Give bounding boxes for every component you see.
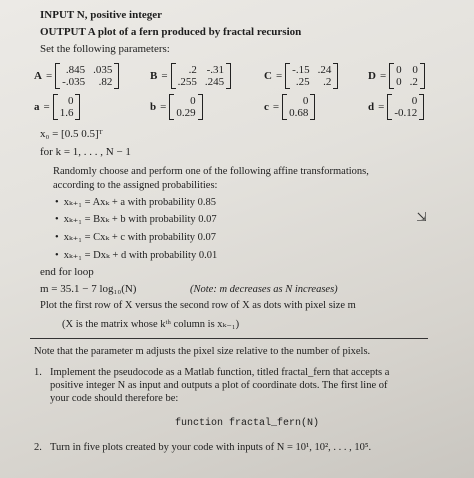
vector-cell: -0.12 [394, 107, 418, 119]
divider [30, 338, 428, 339]
matrix-cell: 0 [396, 64, 402, 76]
transform-item: • xₖ₊₁ = Axₖ + a with probability 0.85 [55, 196, 216, 208]
matrix-cell: .2 [188, 64, 197, 76]
matrix-cell: 0 [412, 64, 418, 76]
vector-cell: 0.29 [176, 107, 196, 119]
x0-line: x₀ = [0.5 0.5]ᵀ [40, 128, 103, 140]
task1-line2: positive integer N as input and outputs a plot of coordinate dots. The first line of [50, 380, 388, 391]
vector-d-name: d [368, 101, 375, 113]
matrix-cell: .25 [295, 76, 310, 88]
vector-b: b = 0 0.29 [150, 94, 203, 120]
vector-c-name: c [264, 101, 269, 113]
matrix-B: B = .2 -.31 .255 .245 [150, 63, 231, 89]
for-loop-line: for k = 1, . . . , N − 1 [40, 146, 131, 158]
vector-a-name: a [34, 101, 40, 113]
matrix-A-name: A [34, 70, 42, 82]
output-line: OUTPUT A plot of a fern produced by fractal recursion [40, 26, 302, 38]
vector-a: a = 0 1.6 [34, 94, 80, 120]
transform-item: • xₖ₊₁ = Dxₖ + d with probability 0.01 [55, 249, 217, 261]
matrix-cell: -.035 [62, 76, 86, 88]
end-for-line: end for loop [40, 266, 94, 278]
vector-cell: 0 [67, 95, 74, 107]
vector-cell: 1.6 [59, 107, 74, 119]
matrix-cell: .82 [98, 76, 113, 88]
mouse-cursor-icon: ⇲ [416, 209, 427, 224]
according-line: according to the assigned probabilities: [53, 180, 218, 191]
matrix-D-name: D [368, 70, 376, 82]
m-formula: m = 35.1 − 7 log₁₀(N) [40, 283, 137, 295]
matrix-cell: .845 [65, 64, 86, 76]
transform-item: • xₖ₊₁ = Bxₖ + b with probability 0.07 [55, 213, 217, 225]
vector-b-name: b [150, 101, 157, 113]
matrix-cell: .24 [317, 64, 332, 76]
matrix-C: C = -.15 .24 .25 .2 [264, 63, 338, 89]
matrix-D: D = 0 0 0 .2 [368, 63, 425, 89]
code-line: function fractal_fern(N) [175, 418, 320, 429]
vector-cell: 0.68 [289, 107, 309, 119]
vector-c: c = 0 0.68 [264, 94, 315, 120]
matrix-cell: 0 [396, 76, 402, 88]
matrix-cell: .245 [204, 76, 225, 88]
matrix-cell: .255 [177, 76, 197, 88]
input-line: INPUT N, positive integer [40, 9, 163, 21]
transform-item: • xₖ₊₁ = Cxₖ + c with probability 0.07 [55, 231, 216, 243]
vector-cell: 0 [411, 95, 418, 107]
task1-line3: your code should therefore be: [50, 393, 179, 404]
matrix-B-name: B [150, 70, 158, 82]
plot-line: Plot the first row of X versus the second row of X as dots with pixel size m [40, 300, 356, 311]
matrix-cell: -.15 [292, 64, 310, 76]
matrix-cell: .035 [93, 64, 113, 76]
note-param: Note that the parameter m adjusts the pixel size relative to the number of pixels. [34, 346, 371, 357]
task2-number: 2. [34, 442, 42, 453]
task1-line1: Implement the pseudocode as a Matlab function, titled fractal_fern that accepts a [50, 367, 390, 378]
matrix-cell: -.31 [206, 64, 225, 76]
randomly-line: Randomly choose and perform one of the following affine transformations, [53, 166, 369, 177]
task1-number: 1. [34, 367, 42, 378]
matrix-A: A = .845 .035 -.035 .82 [34, 63, 119, 89]
set-params-line: Set the following parameters: [40, 43, 170, 55]
matrix-cell: .2 [323, 76, 332, 88]
m-note: (Note: m decreases as N increases) [190, 284, 338, 295]
vector-d: d = 0 -0.12 [368, 94, 424, 120]
matrix-cell: .2 [409, 76, 418, 88]
matrix-note: (X is the matrix whose kᵗʰ column is xₖ₋₁) [62, 319, 240, 330]
vector-cell: 0 [302, 95, 309, 107]
task2-line1: Turn in five plots created by your code with inputs of N = 10¹, 10², . . . , 10⁵. [50, 442, 372, 453]
matrix-C-name: C [264, 70, 272, 82]
vector-cell: 0 [190, 95, 196, 107]
